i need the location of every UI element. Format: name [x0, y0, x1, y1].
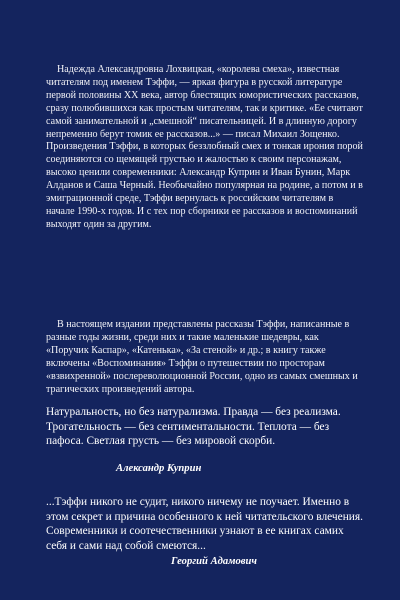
quote-adamovich: ...Тэффи никого не судит, никого ничему не поучает. Именно в этом секрет и причина особенного к ней читательского влечения. Современники и соотечественники узнают в ее книгах самих себя и сами над собой смеются... [46, 496, 363, 552]
about-paragraph-2: В настоящем издании представлены рассказы Тэффи, написанные в разные годы жизни, среди них и такие маленькие шедевры, как «Поручик Каспар», «Катенька», «За стеной» и др.; в книгу также включены «Воспоминания» Тэффи о путешествии по просторам «взвихренной» послереволюционной России, одно из самых смешных и трагических произведений автора. [46, 319, 358, 395]
about-paragraph-1: Надежда Александровна Лохвицкая, «королева смеха», известная читателям под именем Тэффи, — яркая фигура в русской литературе первой половины XX века, автор блестящих юмористических рассказов, сразу полюбившихся как простым читателям, так и критике. «Ее считают самой занимательной и „смешной“ писательницей. И в длинную дорогу непременно берут томик ее рассказов...» — писал Михаил Зощенко. Произведения Тэффи, в которых беззлобный смех и тонкая ирония порой соединяются со щемящей грустью и жалостью к своим персонажам, высоко ценили современники: Александр Куприн и Иван Бунин, Марк Алданов и Саша Черный. Необычайно популярная на родине, а потом и в эмиграционной среде, Тэффи вернулась к российским читателям в начале 1990-х годов. И с тех пор сборники ее рассказов и воспоминаний выходят один за другим. [46, 64, 363, 230]
quote-kuprin: Натуральность, но без натурализма. Правда — без реализма. Трогательность — без сентиментальности. Теплота — без пафоса. Светлая грусть — без мировой скорби. [46, 406, 341, 448]
quote-kuprin-author: Александр Куприн [116, 463, 202, 474]
quote-adamovich-author: Георгий Адамович [171, 556, 257, 567]
